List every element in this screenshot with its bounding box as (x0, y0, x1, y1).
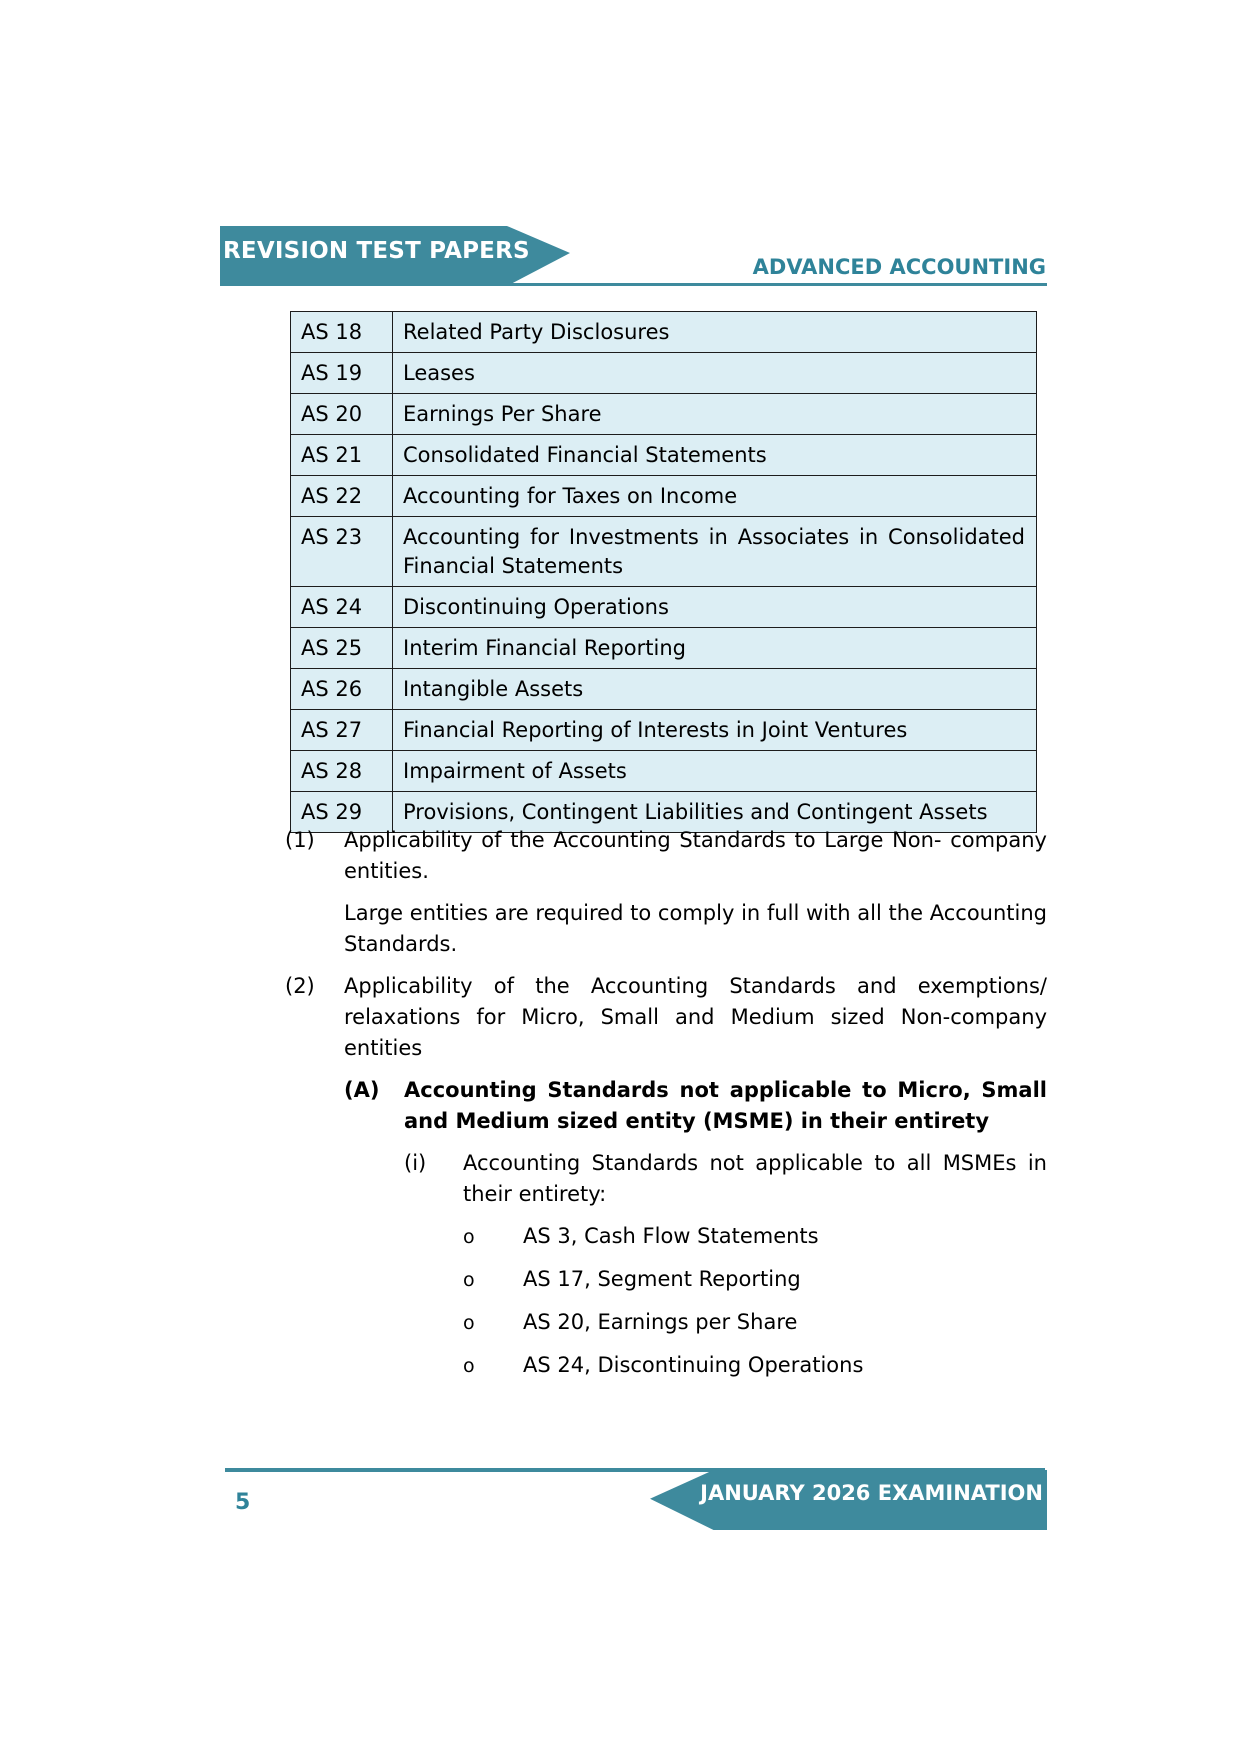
standards-table (290, 311, 1037, 833)
standard-name: Related Party Disclosures (393, 312, 1037, 353)
table-row (291, 394, 1037, 435)
standard-name: Accounting for Taxes on Income (393, 476, 1037, 517)
standard-code: AS 18 (291, 312, 393, 353)
standard-code: AS 28 (291, 751, 393, 792)
subsection-a-heading: Accounting Standards not applicable to Micro, Small and Medium sized entity (MSME) in their entirety (404, 1078, 1047, 1133)
header-rule (220, 283, 1047, 286)
table-row (291, 710, 1037, 751)
section-1-number: (1) (285, 828, 315, 852)
footer-exam-label: JANUARY 2026 EXAMINATION (700, 1481, 1043, 1505)
standard-name: Discontinuing Operations (393, 587, 1037, 628)
bullet-marker: o (463, 1269, 475, 1291)
standard-code: AS 29 (291, 792, 393, 833)
standard-name: Impairment of Assets (393, 751, 1037, 792)
standard-code: AS 26 (291, 669, 393, 710)
list-item: AS 20, Earnings per Share (523, 1310, 798, 1334)
table-row (291, 517, 1037, 587)
table-row (291, 353, 1037, 394)
section-2-heading: Applicability of the Accounting Standards and exemptions/ relaxations for Micro, Small and Medium sized Non-company entities (344, 974, 1047, 1060)
standard-code: AS 27 (291, 710, 393, 751)
standard-name: Financial Reporting of Interests in Joint Ventures (393, 710, 1037, 751)
header-right-title: ADVANCED ACCOUNTING (752, 255, 1046, 279)
table-row (291, 587, 1037, 628)
table-row (291, 751, 1037, 792)
table-row (291, 476, 1037, 517)
list-item: AS 24, Discontinuing Operations (523, 1353, 864, 1377)
section-1-heading: Applicability of the Accounting Standards to Large Non- company entities. (344, 828, 1047, 883)
item-i-label: (i) (404, 1151, 427, 1175)
page-number: 5 (235, 1490, 251, 1515)
standard-name: Leases (393, 353, 1037, 394)
item-i-text: Accounting Standards not applicable to all MSMEs in their entirety: (463, 1151, 1047, 1206)
bullet-marker: o (463, 1312, 475, 1334)
standard-code: AS 21 (291, 435, 393, 476)
standard-name: Consolidated Financial Statements (393, 435, 1037, 476)
standard-name: Accounting for Investments in Associates in Consolidated Financial Statements (393, 517, 1037, 587)
list-item: AS 17, Segment Reporting (523, 1267, 801, 1291)
table-row (291, 669, 1037, 710)
standard-code: AS 20 (291, 394, 393, 435)
subsection-a-label: (A) (344, 1078, 380, 1102)
standard-name: Intangible Assets (393, 669, 1037, 710)
table-row (291, 312, 1037, 353)
standard-code: AS 22 (291, 476, 393, 517)
standard-name: Provisions, Contingent Liabilities and Contingent Assets (393, 792, 1037, 833)
list-item: AS 3, Cash Flow Statements (523, 1224, 819, 1248)
section-2-number: (2) (285, 974, 315, 998)
standard-name: Earnings Per Share (393, 394, 1037, 435)
standard-code: AS 23 (291, 517, 393, 587)
standard-code: AS 24 (291, 587, 393, 628)
standard-code: AS 25 (291, 628, 393, 669)
table-row (291, 435, 1037, 476)
section-1-body: Large entities are required to comply in full with all the Accounting Standards. (344, 901, 1047, 956)
header-left-title: REVISION TEST PAPERS (223, 238, 530, 264)
table-row (291, 628, 1037, 669)
standard-code: AS 19 (291, 353, 393, 394)
bullet-marker: o (463, 1226, 475, 1248)
standard-name: Interim Financial Reporting (393, 628, 1037, 669)
bullet-marker: o (463, 1355, 475, 1377)
